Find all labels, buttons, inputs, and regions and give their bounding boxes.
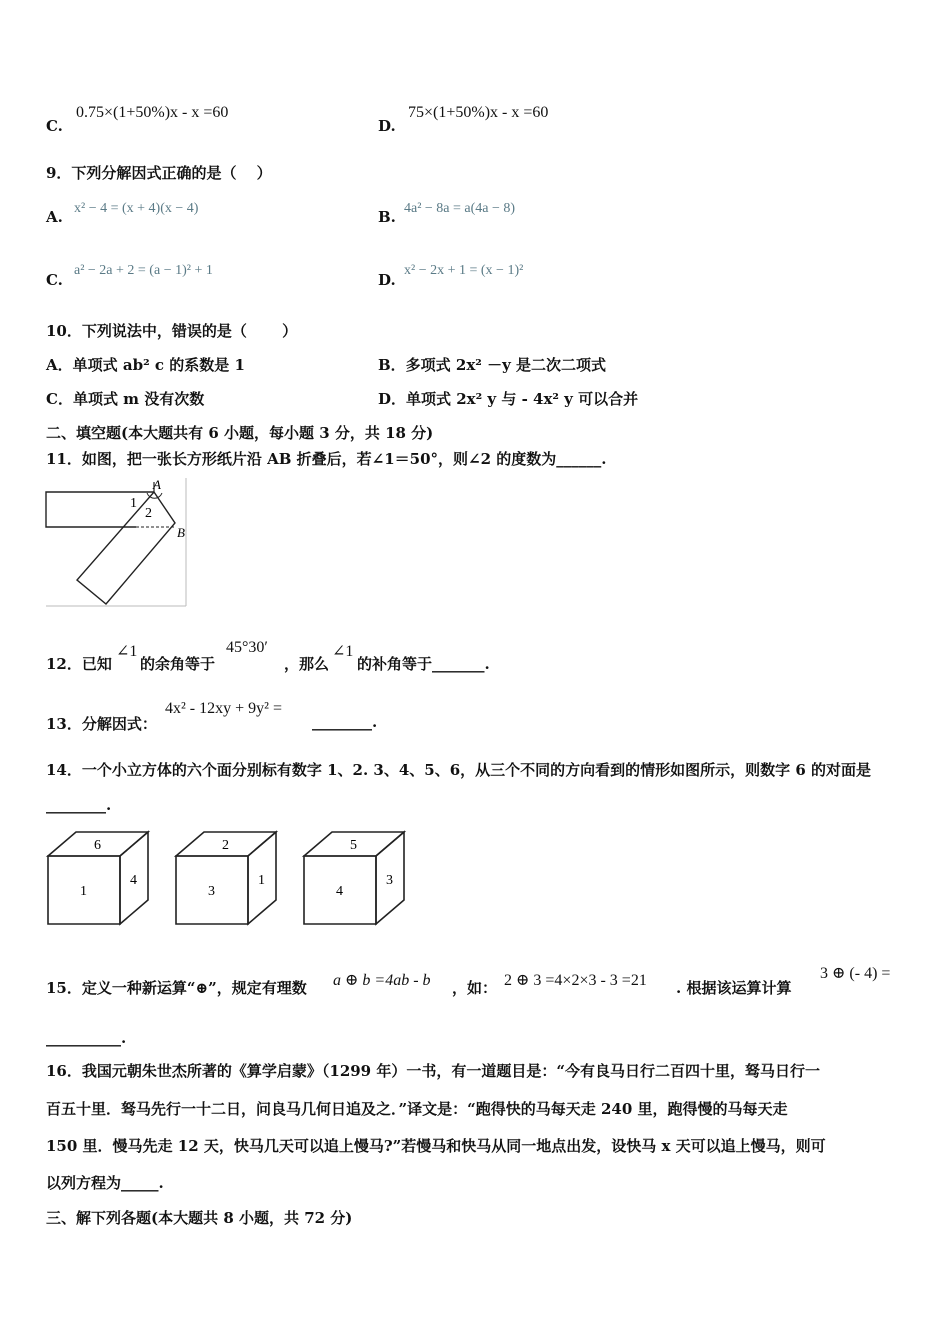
q14-cube-views-figure [44,826,414,932]
q16-line-2: 百五十里．驽马先行一十二日，问良马几何日追及之．”译文是：“跑得快的马每天走 240 里，跑得慢的马每天走 [46,1100,788,1118]
q12-angle-value: 45°30′ [226,639,268,656]
cube-front-number: 1 [80,884,87,899]
q14-stem-line-1: 14．一个小立方体的六个面分别标有数字 1、2. 3、4、5、6，从三个不同的方向看到的情形如图所示，则数字 6 的对面是 [46,761,872,779]
q15-text-2: ，如： [452,979,498,997]
q10-option-b: B．多项式 2x² －y 是二次二项式 [378,356,607,374]
cube-view-3 [304,832,404,924]
label-a: A [153,477,161,492]
q15-text-1: 15．定义一种新运算“⊕”，规定有理数 [46,979,307,997]
q9-option-b-label: B. [378,208,396,226]
q10-stem: 10．下列说法中，错误的是（ ） [46,322,298,340]
q9-option-c-expression: a² − 2a + 2 = (a − 1)² + 1 [74,263,213,278]
q12-text-1: 12．已知 [46,655,112,673]
q13-answer-blank: ________. [312,713,378,731]
q9-option-a-label: A. [46,208,63,226]
q12-text-3: ，那么 [284,655,330,673]
q8-option-c-label: C. [46,117,63,135]
q10-option-c: C．单项式 m 没有次数 [46,390,205,408]
q12-text-4: 的补角等于_______. [357,655,490,673]
q9-option-d-label: D. [378,271,396,289]
folded-strip [77,492,175,604]
cube-front-number: 3 [208,884,215,899]
section-3-heading: 三、解下列各题(本大题共 8 小题，共 72 分) [46,1209,353,1227]
q9-option-a-expression: x² − 4 = (x + 4)(x − 4) [74,201,199,216]
q15-example: 2 ⊕ 3 =4×2×3 - 3 =21 [504,972,647,989]
q13-text: 13．分解因式： [46,715,157,733]
q9-stem: 9．下列分解因式正确的是（ ） [46,164,272,182]
label-b: B [177,525,185,540]
label-angle-1: 1 [130,496,137,511]
q16-line-4: 以列方程为_____. [46,1174,164,1192]
cube-top-number: 6 [94,838,101,853]
cube-side-number: 4 [130,873,137,888]
cube-top-number: 2 [222,838,229,853]
cube-front-number: 4 [336,884,343,899]
q12-text-2: 的余角等于 [140,655,216,673]
q15-text-3: . 根据该运算计算 [676,979,792,997]
q13-expression: 4x² - 12xy + 9y² = [165,700,282,717]
q16-line-3: 150 里．慢马先走 12 天，快马几天可以追上慢马?”若慢马和快马从同一地点出发，设快马 x 天可以追上慢马，则可 [46,1137,826,1155]
q9-option-d-expression: x² − 2x + 1 = (x − 1)² [404,263,524,278]
q8-option-d-expression: 75×(1+50%)x - x =60 [408,104,549,121]
q15-answer-blank: __________. [46,1029,127,1047]
q11-folded-paper-figure [44,476,190,608]
q10-option-a: A．单项式 ab² c 的系数是 1 [46,356,245,374]
q12-angle-2: ∠1 [332,643,354,660]
cube-view-1 [48,832,148,924]
q8-option-c-expression: 0.75×(1+50%)x - x =60 [76,104,229,121]
q11-stem: 11．如图，把一张长方形纸片沿 AB 折叠后，若∠1＝50°，则∠2 的度数为______. [46,450,607,468]
section-2-heading: 二、填空题(本大题共有 6 小题，每小题 3 分，共 18 分) [46,424,434,442]
cube-side-number: 1 [258,873,265,888]
q14-stem-line-2: ________. [46,796,112,814]
cube-top-number: 5 [350,838,357,853]
q9-option-c-label: C. [46,271,63,289]
q9-option-b-expression: 4a² − 8a = a(4a − 8) [404,201,516,216]
cube-view-2 [176,832,276,924]
cube-side-number: 3 [386,873,393,888]
q12-angle-1: ∠1 [116,643,138,660]
q8-option-d-label: D. [378,117,396,135]
q15-definition: a ⊕ b =4ab - b [333,972,431,989]
q16-line-1: 16．我国元朝朱世杰所著的《算学启蒙》（1299 年）一书，有一道题目是：“今有良马日行二百四十里，驽马日行一 [46,1062,820,1080]
label-angle-2: 2 [145,506,152,521]
q15-calculation: 3 ⊕ (- 4) = [820,965,891,982]
q10-option-d: D．单项式 2x² y 与 - 4x² y 可以合并 [378,390,639,408]
